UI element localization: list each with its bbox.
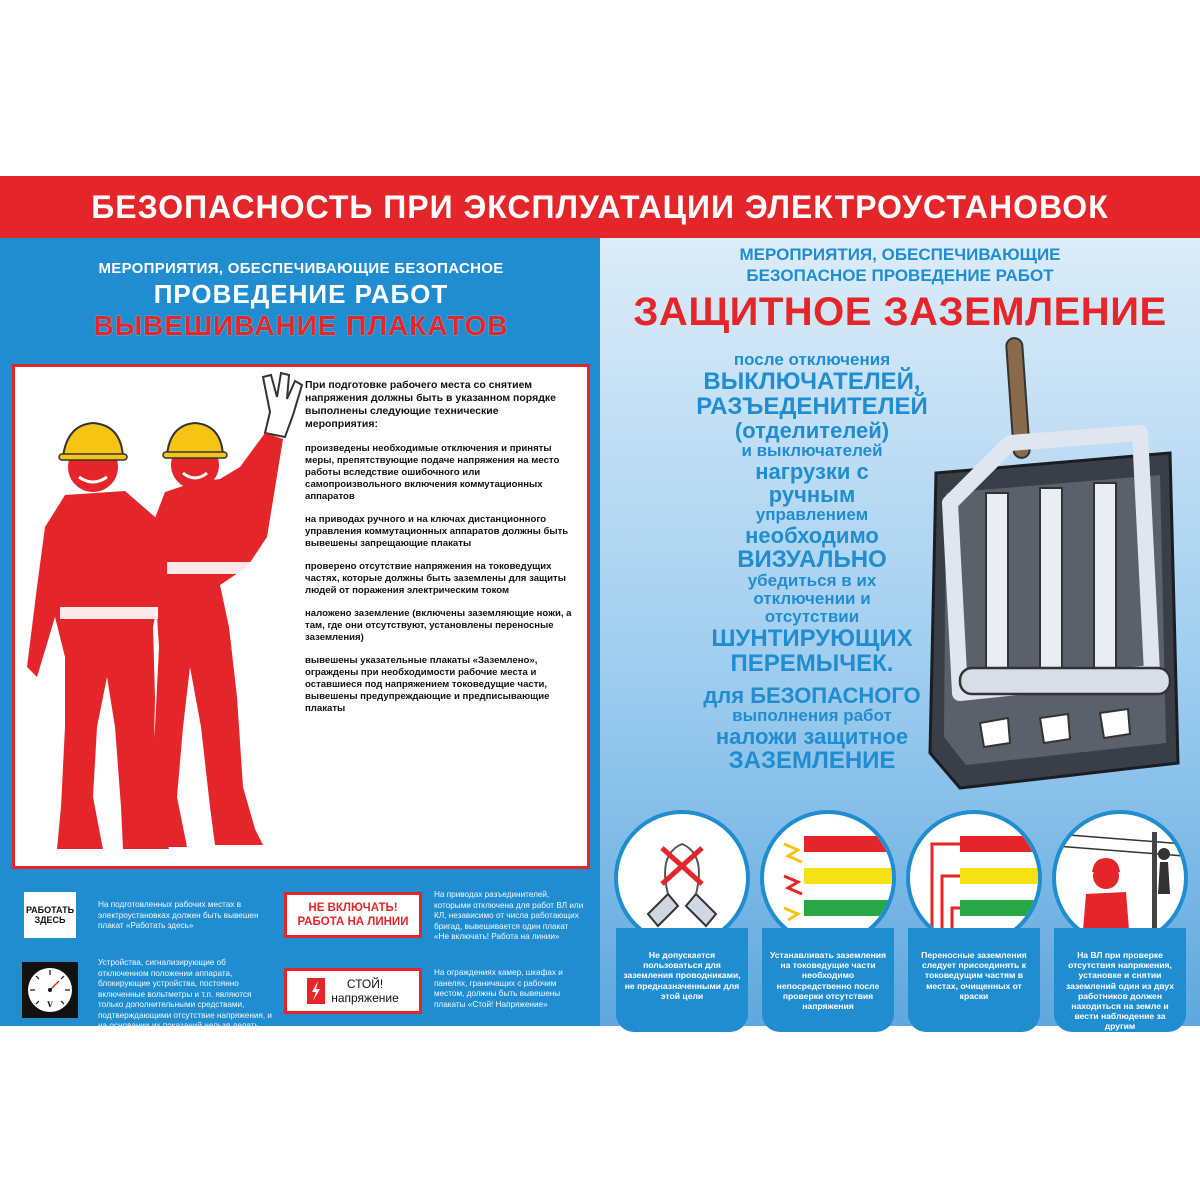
right-subtitle-line2: БЕЗОПАСНОЕ ПРОВЕДЕНИЕ РАБОТ: [746, 266, 1054, 285]
instruction-text: [305, 379, 573, 726]
grounding-line: ЗАЗЕМЛЕНИЕ: [728, 747, 896, 775]
right-subtitle-line1: МЕРОПРИЯТИЯ, ОБЕСПЕЧИВАЮЩИЕ: [739, 245, 1061, 264]
grounding-line: ПЕРЕМЫЧЕК.: [730, 650, 894, 678]
left-panel: [0, 238, 600, 1041]
worker-left: [27, 423, 169, 849]
instruction-intro: При подготовке рабочего места со снятием напряжения должны быть в указанном порядке выполнены следующие технические мероприятия:: [305, 379, 556, 430]
voltmeter: [22, 962, 78, 1018]
grounding-line: необходимо: [745, 523, 879, 549]
sign-do-not-switch: [284, 892, 422, 938]
grounding-line: ВИЗУАЛЬНО: [737, 546, 887, 574]
left-header: [12, 238, 590, 368]
work-here-text: На подготовленных рабочих местах в электроустановках должен быть вывешен плакат «Работать здесь»: [98, 900, 259, 930]
worker-right: [133, 373, 302, 847]
rule-text-1: Не допускается пользоваться для заземления проводниками, не предназначенными для этой цели: [616, 928, 748, 1032]
left-subtitle-main: ПРОВЕДЕНИЕ РАБОТ: [153, 279, 449, 309]
left-heading: ВЫВЕШИВАНИЕ ПЛАКАТОВ: [93, 310, 509, 341]
sign-stop-voltage: [284, 968, 422, 1014]
grounding-line: (отделителей): [734, 418, 890, 444]
grounding-line: отключении и: [753, 589, 871, 609]
instruction-item: проверено отсутствие напряжения на токоведущих частях, которые должны быть заземлены для защиты людей от поражения электрическим током: [305, 561, 566, 596]
rule-illustration-4: [1052, 810, 1188, 946]
voltmeter-unit: V: [47, 1000, 53, 1009]
rule-illustration-1: [614, 810, 750, 946]
rule-card-1: [614, 810, 750, 1040]
right-panel: [600, 238, 1200, 1032]
rule-card-3: [906, 810, 1042, 1040]
rule-text-4: На ВЛ при проверке отсутствия напряжения, установке и снятии заземлений один из двух работников должен находиться на земле и вести наблюдение за другим: [1054, 928, 1186, 1032]
sign-do-not-switch-line2: РАБОТА НА ЛИНИИ: [297, 916, 409, 928]
voltmeter-dial-icon: [26, 966, 74, 1014]
rule-text-2: Устанавливать заземления на токоведущие части необходимо непосредственно после проверки отсутствия напряжения: [762, 928, 894, 1032]
grounding-line: ВЫКЛЮЧАТЕЛЕЙ,: [703, 367, 921, 395]
instruction-item: на приводах ручного и на ключах дистанционного управления коммутационных аппаратов должны быть вывешены запрещающие плакаты: [305, 514, 569, 549]
grounding-line: выполнения работ: [732, 706, 892, 726]
instruction-item: произведены необходимые отключения и приняты меры, препятствующие подаче напряжения на место работы вследствие ошибочного или самопроизвольного включения коммутационных аппаратов: [305, 443, 560, 502]
sign-stop-line1: СТОЙ!: [346, 977, 384, 991]
workers-illustration: [15, 367, 310, 867]
grounding-line: и выключателей: [741, 441, 883, 461]
grounding-line: для БЕЗОПАСНОГО: [703, 683, 921, 709]
grounding-line: убедиться в их: [747, 571, 877, 591]
sign-work-here: [22, 890, 78, 940]
knife-switch-illustration: [890, 333, 1200, 793]
signs-section: [12, 878, 590, 1041]
instruction-item: вывешены указательные плакаты «Заземлено», ограждены при необходимости рабочие места и оставшиеся под напряжением токоведущие части, вывешены предупреждающие и предписывающие плакаты: [305, 655, 550, 714]
instruction-item: наложено заземление (включены заземляющие ножи, а там, где они отсутствуют, установлены переносные заземления): [305, 608, 572, 643]
grounding-line: управлением: [755, 505, 869, 525]
grounding-line: ШУНТИРУЮЩИХ: [711, 625, 913, 652]
sign-do-not-switch-line1: НЕ ВКЛЮЧАТЬ!: [308, 902, 398, 914]
grounding-line: ручным: [768, 482, 856, 508]
voltmeter-text: Устройства, сигнализирующие об отключенном положении аппарата, блокирующие устройства, постоянно включенные вольтметры и т.п. являются только дополнительными средствами, подтверждающими отсутствие напряжения, и на основании их показаний нельзя делать заключение об отсутствии напряжения: [98, 958, 272, 1041]
grounding-line: нагрузки с: [755, 459, 869, 485]
rule-text-3: Переносные заземления следует присоединять к токоведущим частям в местах, очищенных от краски: [908, 928, 1040, 1032]
title-banner: [0, 176, 1200, 238]
rule-illustration-2: [760, 810, 896, 946]
do-not-switch-text: На приводах разъединителей, которыми отключена для работ ВЛ или КЛ, независимо от числа работающих бригад, вывешивается один плакат «Не включать! Работа на линии»: [434, 890, 584, 941]
safety-poster: [0, 176, 1200, 1041]
grounding-line: РАЗЪЕДЕНИТЕЛЕЙ: [696, 393, 928, 421]
grounding-line: после отключения: [733, 350, 891, 369]
poster-title: БЕЗОПАСНОСТЬ ПРИ ЭКСПЛУАТАЦИИ ЭЛЕКТРОУСТАНОВОК: [91, 188, 1109, 225]
rule-illustration-3: [906, 810, 1042, 946]
rule-card-4: [1052, 810, 1188, 1040]
sign-work-here-label: РАБОТАТЬ ЗДЕСЬ: [25, 905, 75, 925]
instructions-box: [12, 364, 590, 869]
left-subtitle: МЕРОПРИЯТИЯ, ОБЕСПЕЧИВАЮЩИЕ БЕЗОПАСНОЕ: [98, 260, 504, 277]
stop-voltage-text: На ограждениях камер, шкафах и панелях, граничащих с рабочим местом, должны быть вывешены плакаты «Стой! Напряжение»: [434, 968, 563, 1009]
grounding-line: отсутствии: [764, 607, 860, 627]
lightning-icon: [307, 978, 325, 1004]
right-heading: ЗАЩИТНОЕ ЗАЗЕМЛЕНИЕ: [633, 290, 1167, 334]
grounding-line: наложи защитное: [715, 724, 909, 750]
rule-card-2: [760, 810, 896, 1040]
right-subtitle: [600, 244, 1200, 286]
sign-stop-line2: напряжение: [331, 991, 399, 1005]
